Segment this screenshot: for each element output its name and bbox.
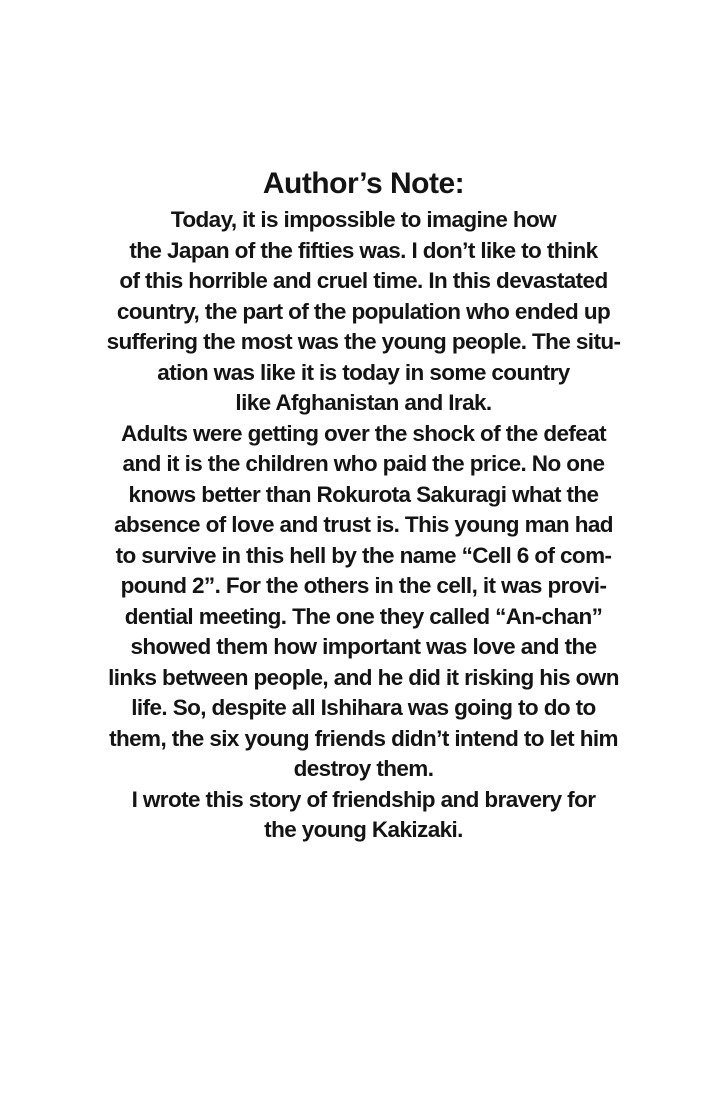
note-line: life. So, despite all Ishihara was going to do to	[131, 695, 596, 720]
note-line: like Afghanistan and Irak.	[235, 390, 492, 415]
note-line: and it is the children who paid the price. No one	[122, 451, 605, 476]
note-line: showed them how important was love and the	[130, 634, 597, 659]
note-line: knows better than Rokurota Sakuragi what the	[128, 481, 599, 507]
note-line: dential meeting. The one they called “An-chan”	[124, 603, 603, 629]
note-line: links between people, and he did it risking his own	[108, 664, 619, 690]
authors-note-block	[24, 168, 704, 846]
note-line: Adults were getting over the shock of the defeat	[120, 420, 607, 446]
authors-note-body	[24, 205, 704, 846]
authors-note-title: Author’s Note:	[262, 167, 465, 200]
note-line: absence of love and trust is. This young man had	[114, 512, 613, 537]
note-line: the Japan of the fifties was. I don’t like to think	[129, 237, 598, 263]
note-line: suffering the most was the young people. The situ-	[106, 329, 621, 354]
note-line: to survive in this hell by the name “Cell 6 of com-	[115, 542, 612, 568]
note-line: pound 2”. For the others in the cell, it was provi-	[120, 573, 607, 598]
note-line: them, the six young friends didn’t intend to let him	[109, 725, 618, 751]
note-line: of this horrible and cruel time. In this devastated	[119, 268, 608, 293]
note-line: destroy them.	[293, 756, 434, 781]
note-line: Today, it is impossible to imagine how	[170, 207, 557, 232]
note-line: ation was like it is today in some country	[157, 359, 570, 385]
note-line: I wrote this story of friendship and bravery for	[131, 786, 596, 812]
note-line: the young Kakizaki.	[264, 817, 463, 842]
note-line: country, the part of the population who ended up	[116, 298, 611, 324]
